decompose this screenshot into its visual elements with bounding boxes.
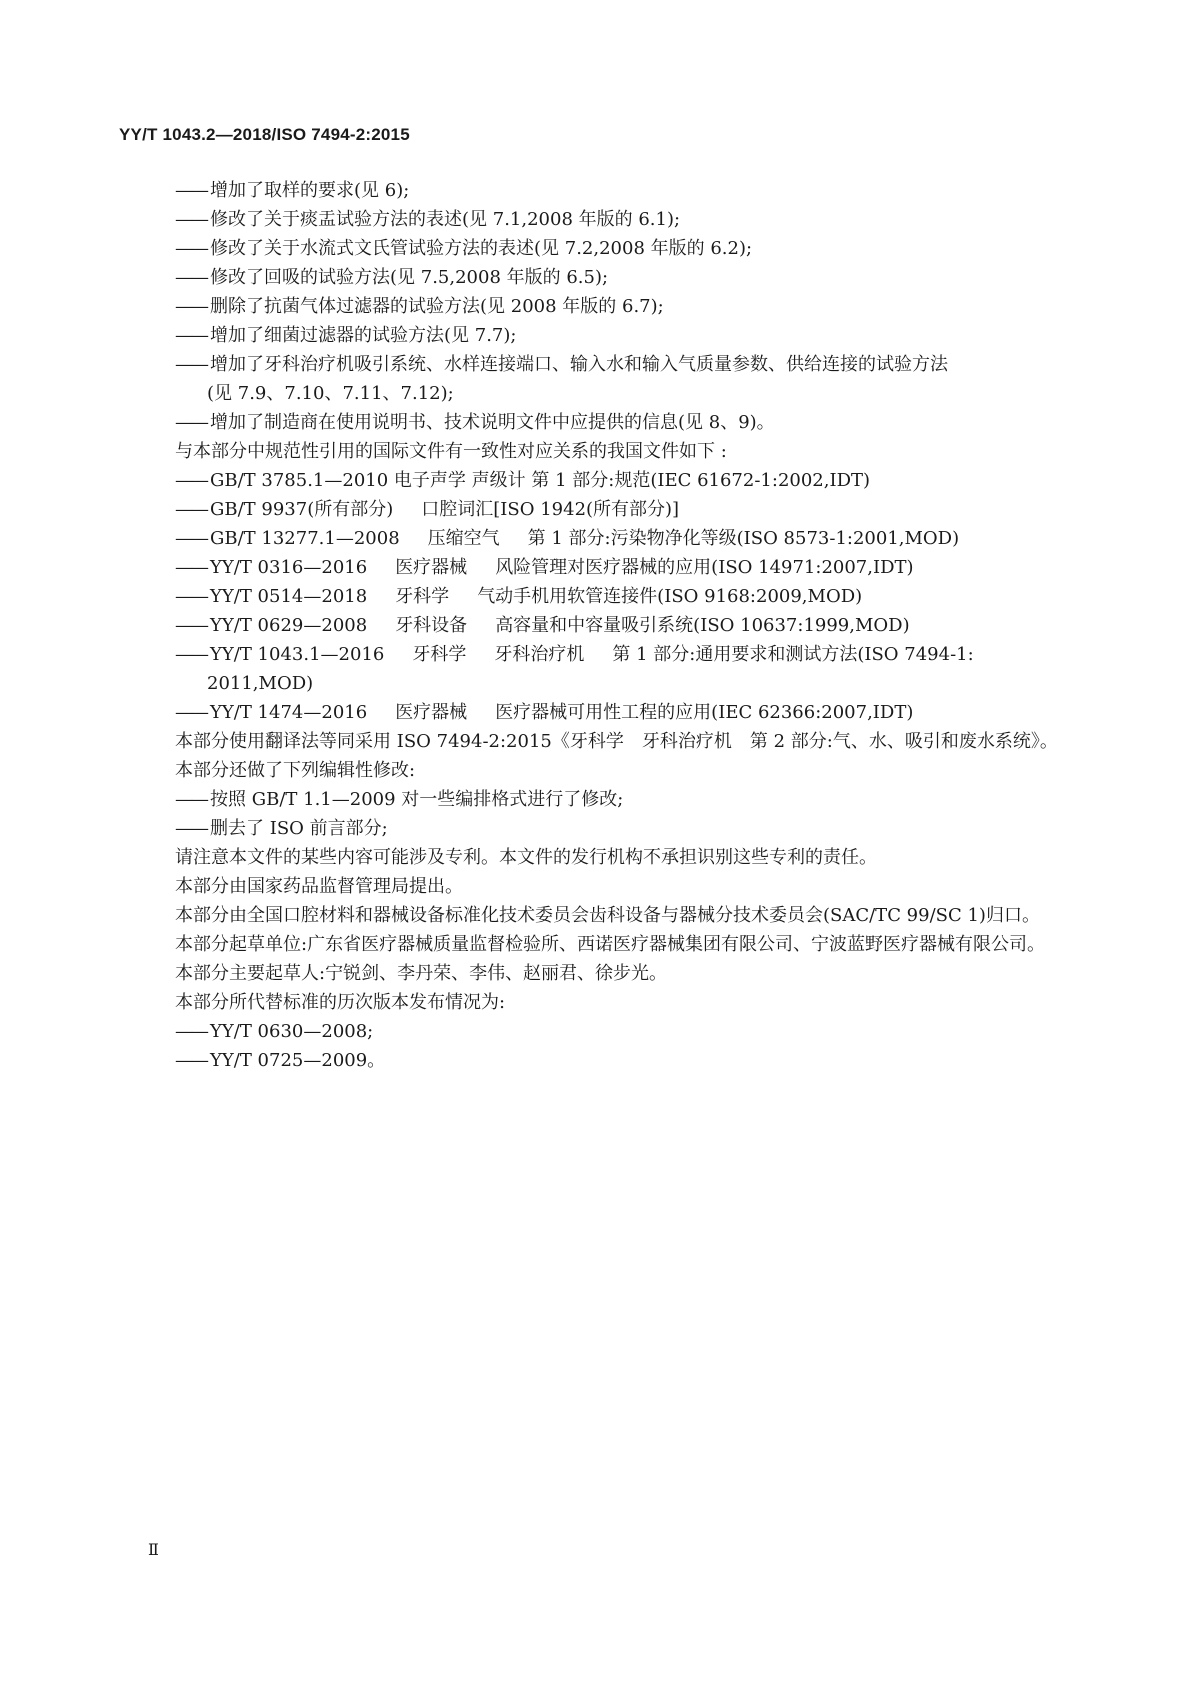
proposed-by: 本部分由国家药品监督管理局提出。	[175, 876, 463, 897]
change-item-continuation: (见 7.9、7.10、7.11、7.12);	[207, 383, 454, 404]
reference-code: YY/T 1043.1—2016	[210, 644, 385, 665]
change-item: —— 修改了关于痰盂试验方法的表述(见 7.1,2008 年版的 6.1);	[119, 205, 1069, 234]
history-item: —— YY/T 0630—2008;	[119, 1017, 1069, 1046]
reference-item	[119, 698, 1069, 727]
reference-subtitle: 第 1 部分:污染物净化等级(ISO 8573-1:2001,MOD)	[527, 528, 960, 549]
page-number: Ⅱ	[148, 1542, 159, 1559]
reference-title: 牙科学	[412, 644, 467, 665]
adoption-statement: 本部分使用翻译法等同采用 ISO 7494-2:2015《牙科学 牙科治疗机 第 2 部分:气、水、吸引和废水系统》。	[175, 731, 1058, 752]
reference-subtitle: 高容量和中容量吸引系统(ISO 10637:1999,MOD)	[495, 615, 910, 636]
reference-item	[119, 582, 1069, 611]
reference-item	[119, 640, 1069, 669]
reference-code: YY/T 1474—2016	[210, 702, 368, 723]
reference-item	[119, 495, 1069, 524]
change-item: —— 修改了回吸的试验方法(见 7.5,2008 年版的 6.5);	[119, 263, 1069, 292]
reference-item	[119, 524, 1069, 553]
reference-title: 口腔词汇[ISO 1942(所有部分)]	[421, 499, 680, 520]
reference-code: YY/T 0514—2018	[210, 586, 368, 607]
patent-note: 请注意本文件的某些内容可能涉及专利。本文件的发行机构不承担识别这些专利的责任。	[175, 847, 877, 868]
reference-item	[119, 553, 1069, 582]
change-item: —— 增加了牙科治疗机吸引系统、水样连接端口、输入水和输入气质量参数、供给连接的试验方法	[119, 350, 1069, 379]
editorial-item: —— 按照 GB/T 1.1—2009 对一些编排格式进行了修改;	[119, 785, 1069, 814]
history-intro: 本部分所代替标准的历次版本发布情况为:	[175, 992, 506, 1013]
change-item: —— 删除了抗菌气体过滤器的试验方法(见 2008 年版的 6.7);	[119, 292, 1069, 321]
reference-title: 牙科学	[395, 586, 450, 607]
change-item: —— 增加了取样的要求(见 6);	[119, 176, 1069, 205]
change-item: —— 增加了细菌过滤器的试验方法(见 7.7);	[119, 321, 1069, 350]
reference-subtitle: 风险管理对医疗器械的应用(ISO 14971:2007,IDT)	[495, 557, 914, 578]
reference-part: 第 1 部分:通用要求和测试方法(ISO 7494-1:	[612, 644, 974, 665]
reference-subtitle: 医疗器械可用性工程的应用(IEC 62366:2007,IDT)	[495, 702, 914, 723]
drafters: 本部分主要起草人:宁锐剑、李丹荣、李伟、赵丽君、徐步光。	[175, 963, 668, 984]
reference-title: 牙科设备	[395, 615, 468, 636]
standard-code-header: YY/T 1043.2—2018/ISO 7494-2:2015	[119, 125, 410, 144]
history-item: —— YY/T 0725—2009。	[119, 1046, 1069, 1075]
reference-code: YY/T 0316—2016	[210, 557, 368, 578]
reference-code: YY/T 0629—2008	[210, 615, 368, 636]
reference-title: 医疗器械	[395, 557, 468, 578]
foreword-body	[119, 176, 1069, 1075]
centralized-by: 本部分由全国口腔材料和器械设备标准化技术委员会齿科设备与器械分技术委员会(SAC/TC 99/SC 1)归口。	[175, 905, 1040, 926]
reference-title: 医疗器械	[395, 702, 468, 723]
reference-item	[119, 611, 1069, 640]
reference-subtitle: 气动手机用软管连接件(ISO 9168:2009,MOD)	[477, 586, 863, 607]
reference-subtitle: 牙科治疗机	[494, 644, 585, 665]
editorial-item: —— 删去了 ISO 前言部分;	[119, 814, 1069, 843]
drafting-units: 本部分起草单位:广东省医疗器械质量监督检验所、西诺医疗器械集团有限公司、宁波蓝野医疗器械有限公司。	[175, 934, 1046, 955]
reference-title: 压缩空气	[427, 528, 500, 549]
editorial-intro: 本部分还做了下列编辑性修改:	[175, 760, 416, 781]
references-intro: 与本部分中规范性引用的国际文件有一致性对应关系的我国文件如下 :	[175, 441, 727, 462]
reference-item: —— GB/T 3785.1—2010 电子声学 声级计 第 1 部分:规范(IEC 61672-1:2002,IDT)	[119, 466, 1069, 495]
reference-code: GB/T 13277.1—2008	[210, 528, 400, 549]
reference-item-continuation: 2011,MOD)	[207, 673, 314, 694]
change-item: —— 修改了关于水流式文氏管试验方法的表述(见 7.2,2008 年版的 6.2);	[119, 234, 1069, 263]
reference-code: GB/T 9937(所有部分)	[210, 499, 394, 520]
change-item: —— 增加了制造商在使用说明书、技术说明文件中应提供的信息(见 8、9)。	[119, 408, 1069, 437]
